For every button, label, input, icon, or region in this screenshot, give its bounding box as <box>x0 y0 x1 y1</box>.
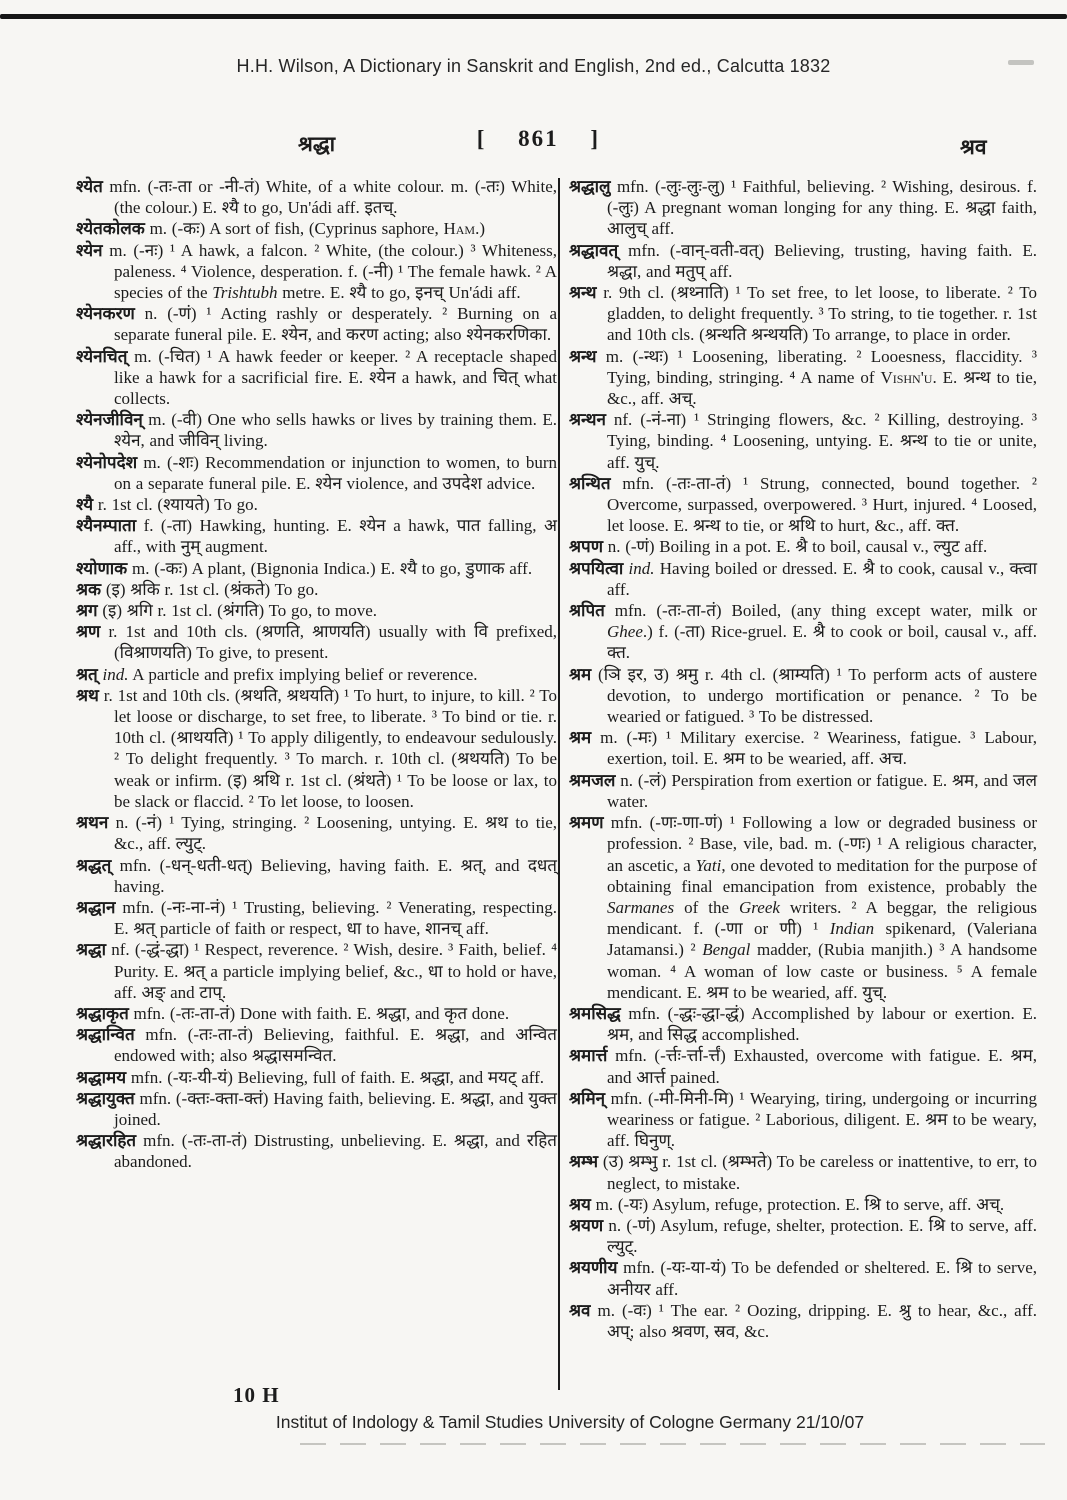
entry-text-run: n. (-णं) ¹ Acting rashly or desperately. ² Burning on a separate funeral pile. E. श्येन, and करण acting; also श्येनकरणिका. <box>114 304 557 345</box>
entry-text-run: .) <box>475 219 486 239</box>
entry-text-run: mfn. (-लुः-लुः-लु) ¹ Faithful, believing. ² Wishing, desirous. f. (-लुः) A pregnant woman longing for any thing. E. श्रद्धा faith, आलुच् aff. <box>607 177 1037 239</box>
entry-headword: श्रद्धाकृत <box>76 1003 129 1023</box>
entry-headword: श्रमजल <box>569 770 616 790</box>
entry-headword: श्रद्धा <box>76 940 107 960</box>
dictionary-entry <box>76 1024 557 1066</box>
entry-text-run: .) f. (-ता) Rice-gruel. E. श्रै to cook or boil, causal v., aff. क्त. <box>607 622 1037 663</box>
dictionary-entry <box>76 939 557 1003</box>
dictionary-column-left <box>76 176 557 1173</box>
entry-text-run: Sarmanes <box>607 897 675 917</box>
entry-text-run: mfn. (-तः-ता-तं) Done with faith. E. श्रद्धा, and कृत done. <box>128 1003 510 1023</box>
dictionary-entry <box>569 812 1037 1003</box>
footer-rule-artifact <box>300 1443 1045 1445</box>
running-head-right-word: श्रव <box>960 135 987 159</box>
entry-text-run: mfn. (-यः-या-यं) To be defended or sheltered. E. श्रि to serve, अनीयर aff. <box>607 1258 1037 1299</box>
entry-text-run: of the <box>674 897 740 917</box>
dictionary-entry <box>569 1194 1037 1215</box>
dictionary-entry <box>76 452 557 494</box>
dictionary-entry <box>76 685 557 812</box>
scan-top-edge-artifact <box>0 14 1067 19</box>
entry-text-run: Bengal <box>702 940 751 960</box>
column-divider-rule <box>558 178 560 1390</box>
entry-text-run: n. (-णं) Boiling in a pot. E. श्रै to boil, causal v., ल्युट aff. <box>602 537 988 557</box>
entry-headword: श्येनकरण <box>76 304 135 324</box>
entry-text-run: m. (-नः) ¹ A hawk, a falcon. ² White, (the colour.) ³ Whiteness, paleness. ⁴ Violence, desperation. f. (-नी) ¹ The female hawk. ² A species of the <box>102 240 557 303</box>
entry-headword: श्रद्धान्वित <box>76 1025 135 1045</box>
dictionary-entry <box>569 1215 1037 1257</box>
dictionary-entry <box>569 1257 1037 1299</box>
dictionary-entry <box>76 240 557 304</box>
entry-text-run: mfn. (-तः-ता-तं) Believing, faithful. E. श्रद्धा, and अन्वित endowed with; also श्रद्धासमन्वित. <box>114 1025 557 1066</box>
dictionary-entry <box>76 218 557 239</box>
entry-headword: श्रम्भ <box>569 1152 599 1172</box>
entry-text-run: m. (-कः) A sort of fish, (Cyprinus saphore, <box>144 219 444 239</box>
entry-headword: श्रम <box>569 664 592 684</box>
entry-text-run: Trishtubh <box>212 283 278 303</box>
entry-headword: श्येनचित् <box>76 346 128 366</box>
dictionary-entry <box>569 664 1037 728</box>
dictionary-entry <box>569 1300 1037 1342</box>
dictionary-entry <box>76 409 557 451</box>
entry-text-run: m. (-वः) ¹ The ear. ² Oozing, dripping. E. श्रु to hear, &c., aff. अप्; also श्रवण, स्रव, &c. <box>590 1300 1037 1341</box>
entry-text-run: r. 1st cl. (श्यायते) To go. <box>93 495 258 515</box>
entry-text-run: ind. <box>97 664 129 684</box>
entry-text-run: Greek <box>739 897 780 917</box>
entry-text-run: (इ) श्रगि r. 1st cl. (श्रंगति) To go, to move. <box>97 601 378 621</box>
page-number: [ 861 ] <box>476 126 601 151</box>
entry-text-run: mfn. (-तः-ता-तं) ¹ Strung, connected, bound together. ² Overcome, surpassed, overpowered. ³ Hurt, injured. ⁴ Loosed, let loose. E. श्रन्थ to tie, or श्रथि to hurt, &c., aff. क्त. <box>607 473 1037 536</box>
entry-text-run: Yati <box>695 855 722 875</box>
entry-text-run: mfn. (-द्धः-द्धा-द्धं) Accomplished by labour or exertion. E. श्रम, and सिद्ध accomplished. <box>607 1003 1037 1045</box>
entry-text-run: mfn. (-नः-ना-नं) ¹ Trusting, believing. ² Venerating, respecting. E. श्रत् particle of faith or respect, धा to have, शानच् aff. <box>114 897 557 939</box>
dictionary-entry <box>76 1003 557 1024</box>
entry-text-run: m. (-कः) A plant, (Bignonia Indica.) E. श्यै to go, डुणाक aff. <box>127 558 533 578</box>
entry-headword: श्रमार्त्त <box>569 1046 608 1066</box>
entry-headword: श्रक <box>76 579 102 599</box>
dictionary-entry <box>76 897 557 939</box>
dictionary-entry <box>76 812 557 854</box>
dictionary-entry <box>76 1067 557 1088</box>
entry-text-run: m. (-शः) Recommendation or injunction to women, to burn on a separate funeral pile. E. श्येन violence, and उपदेश advice. <box>114 452 557 493</box>
entry-text-run: mfn. (-धन्-धती-धत्) Believing, having faith. E. श्रत्, and दधत् having. <box>111 855 557 896</box>
entry-text-run: n. (-नं) ¹ Tying, stringing. ² Loosening, untying. E. श्रथ to tie, &c., aff. ल्युट्. <box>108 813 557 854</box>
entry-headword: श्रद्धारहित <box>76 1131 137 1151</box>
entry-text-run: f. (-ता) Hawking, hunting. E. श्येन a hawk, पात falling, अ aff., with नुम् augment. <box>114 516 557 557</box>
entry-text-run: spikenard, (Valeriana Jatamansi.) ² <box>607 919 1037 960</box>
dictionary-entry <box>76 303 557 345</box>
dictionary-entry <box>569 536 1037 557</box>
entry-text-run: (इ) श्रकि r. 1st cl. (श्रंकते) To go. <box>101 579 319 599</box>
entry-headword: श्रद्धालु <box>569 177 611 196</box>
entry-text-run: mfn. (-तः-ता-तं) Boiled, (any thing except water, milk or <box>604 601 1037 621</box>
entry-headword: श्रथन <box>76 813 109 833</box>
entry-headword: श्रत् <box>76 664 98 684</box>
entry-text-run: . E. श्रन्थ to tie, &c., aff. अच्. <box>607 367 1037 409</box>
entry-headword: श्रमण <box>569 813 604 833</box>
dictionary-entry <box>76 855 557 897</box>
entry-text-run: (ञि इर, उ) श्रमु r. 4th cl. (श्राम्यति) ¹ To perform acts of austere devotion, to undergo mortification or penance. ² To be wearied or fatigued. ³ To be distressed. <box>591 664 1037 727</box>
entry-headword: श्यैनम्पाता <box>76 516 137 536</box>
entry-text-run: , one devoted to meditation for the purpose of obtaining final emancipation from existence, probably the <box>607 855 1037 896</box>
entry-text-run: n. (-लं) Perspiration from exertion or fatigue. E. श्रम, and जल water. <box>607 770 1037 811</box>
entry-headword: श्रद्धत् <box>76 855 112 875</box>
entry-headword: श्योणाक <box>76 558 128 578</box>
entry-text-run: Indian <box>829 919 875 939</box>
dictionary-entry <box>76 558 557 579</box>
running-head-left-word: श्रद्धा <box>298 132 336 156</box>
dictionary-entry <box>76 579 557 600</box>
dictionary-entry <box>569 1088 1037 1152</box>
entry-headword: श्रय <box>569 1194 591 1214</box>
dictionary-entry <box>569 282 1037 346</box>
dictionary-entry <box>569 600 1037 664</box>
dictionary-entry <box>76 494 557 515</box>
entry-text-run: n. (-णं) Asylum, refuge, shelter, protection. E. श्रि to serve, aff. ल्युट्. <box>603 1215 1037 1257</box>
entry-headword: श्येन <box>76 240 103 260</box>
entry-text-run: m. (-यः) Asylum, refuge, protection. E. श्रि to serve, aff. अच्. <box>590 1194 1005 1214</box>
entry-headword: श्रयण <box>569 1215 604 1235</box>
dictionary-entry <box>569 473 1037 537</box>
entry-headword: श्येतकोलक <box>76 219 145 239</box>
dictionary-entry <box>569 558 1037 600</box>
bibliographic-header: H.H. Wilson, A Dictionary in Sanskrit and English, 2nd ed., Calcutta 1832 <box>236 56 831 76</box>
dictionary-entry <box>76 176 557 218</box>
dictionary-entry <box>76 600 557 621</box>
entry-text-run: m. (-मः) ¹ Military exercise. ² Weariness, fatigue. ³ Labour, exertion, toil. E. श्रम to be wearied, aff. अच. <box>591 728 1037 769</box>
entry-headword: श्रमसिद्ध <box>569 1003 621 1023</box>
entry-text-run: mfn. (-णः-णा-णं) ¹ Following a low or degraded business or profession. ² Base, vile, bad. m. (-णः) ¹ A religious character, an ascetic, a <box>603 813 1037 875</box>
printer-signature: 10 H <box>233 1383 280 1407</box>
dictionary-entry <box>569 727 1037 769</box>
entry-text-run: mfn. (-क्तः-क्ता-क्तं) Having faith, believing. E. श्रद्धा, and युक्त joined. <box>114 1088 557 1129</box>
entry-text-run: mfn. (-यः-यी-यं) Believing, full of faith. E. श्रद्धा, and मयट् aff. <box>126 1067 545 1087</box>
entry-text-run: mfn. (-तः-ता or -नी-तं) White, of a white colour. m. (-तः) White, (the colour.) E. श्यै to go, Un'ádi aff. इतच्. <box>102 177 557 218</box>
entry-headword: श्यै <box>76 495 94 515</box>
entry-text-run: mfn. (-वान्-वती-वत्) Believing, trusting, having faith. E. श्रद्धा, and मतुप् aff. <box>607 240 1037 281</box>
entry-text-run: mfn. (-तः-ता-तं) Distrusting, unbelieving. E. श्रद्धा, and रहित abandoned. <box>114 1131 557 1172</box>
entry-text-run: Ham <box>443 219 476 239</box>
entry-text-run: m. (-न्थः) ¹ Loosening, liberating. ² Looesness, flaccidity. ³ Tying, binding, stringing. ⁴ A name of <box>596 346 1037 387</box>
entry-headword: श्रद्धामय <box>76 1067 127 1087</box>
entry-headword: श्रण <box>76 622 101 642</box>
dictionary-entry <box>569 1003 1037 1045</box>
entry-text-run: (उ) श्रम्भु r. 1st cl. (श्रम्भते) To be careless or inattentive, to err, to neglect, to mistake. <box>598 1152 1037 1193</box>
entry-text-run: r. 9th cl. (श्रथ्नाति) ¹ To set free, to let loose, to liberate. ² To gladden, to delight frequently. ³ To string, to tie together. r. 1st and 10th cls. (श्रन्थति श्रन्थयति) To arrange, to place in order. <box>596 283 1037 345</box>
entry-text-run: mfn. (-मी-मिनी-मि) ¹ Wearying, tiring, undergoing or incurring weariness or fatigue. ² Laborious, diligent. E. श्रम to be weary, aff. घिनुण्. <box>605 1088 1037 1151</box>
dictionary-entry <box>569 770 1037 812</box>
entry-text-run: nf. (-नं-ना) ¹ Stringing flowers, &c. ² Killing, destroying. ³ Tying, binding. ⁴ Loosening, untying. E. श्रन्थ to tie or unite, aff. युच्. <box>605 410 1037 472</box>
entry-headword: श्रन्थ <box>569 346 597 366</box>
dictionary-entry <box>569 409 1037 473</box>
dictionary-entry <box>569 176 1037 240</box>
dictionary-entry <box>76 1130 557 1172</box>
entry-headword: श्रव <box>569 1300 591 1320</box>
dictionary-entry <box>76 1088 557 1130</box>
entry-headword: श्रम <box>569 728 592 748</box>
dictionary-entry <box>569 346 1037 410</box>
scan-attribution-footer: Institut of Indology & Tamil Studies University of Cologne Germany 21/10/07 <box>275 1412 865 1432</box>
entry-headword: श्रमिन् <box>569 1088 606 1108</box>
entry-headword: श्रन्थित <box>569 473 611 493</box>
entry-text-run: Ghee <box>607 622 643 642</box>
entry-text-run: nf. (-द्धं-द्धा) ¹ Respect, reverence. ² Wish, desire. ³ Faith, belief. ⁴ Purity. E. श्रत् a particle implying belief, &c., धा to hold or have, aff. अङ् and टाप्. <box>106 940 557 1002</box>
entry-headword: श्रद्धावत् <box>569 240 619 260</box>
dictionary-entry <box>76 664 557 685</box>
entry-headword: श्रथ <box>76 685 99 705</box>
entry-text-run: m. (-वी) One who sells hawks or lives by training them. E. श्येन, and जीविन् living. <box>114 410 557 451</box>
entry-headword: श्रग <box>76 601 98 621</box>
entry-text-run: m. (-चित) ¹ A hawk feeder or keeper. ² A receptacle shaped like a hawk for a sacrificial fire. E. श्येन a hawk, and चित् what collects. <box>114 346 557 409</box>
entry-headword: श्रपयित्वा <box>569 558 624 578</box>
entry-headword: श्रन्थन <box>569 410 606 430</box>
entry-text-run: r. 1st and 10th cls. (श्रणति, श्राणयति) usually with वि prefixed, (विश्राणयति) To give, to present. <box>100 622 557 663</box>
dictionary-entry <box>76 346 557 410</box>
entry-headword: श्रद्धान <box>76 897 116 917</box>
dictionary-entry <box>569 240 1037 282</box>
entry-text-run: ind. <box>623 558 655 578</box>
entry-text-run: mfn. (-र्त्तः-र्त्ता-र्त्तं) Exhausted, overcome with fatigue. E. श्रम, and आर्त्त pained. <box>607 1046 1037 1087</box>
entry-headword: श्रपित <box>569 601 605 621</box>
entry-headword: श्येनजीविन् <box>76 410 143 430</box>
dictionary-entry <box>569 1151 1037 1193</box>
entry-headword: श्येनोपदेश <box>76 452 138 472</box>
dictionary-entry <box>569 1045 1037 1087</box>
entry-headword: श्रन्थ <box>569 283 597 303</box>
dictionary-column-right <box>569 176 1037 1342</box>
entry-headword: श्रयणीय <box>569 1258 618 1278</box>
entry-headword: श्रद्धायुक्त <box>76 1088 135 1108</box>
dictionary-entry <box>76 621 557 663</box>
entry-text-run: Having boiled or dressed. E. श्रै to cook, causal v., क्त्वा aff. <box>607 558 1037 599</box>
dictionary-entry <box>76 515 557 557</box>
entry-text-run: madder, (Rubia manjith.) ³ A handsome woman. ⁴ A woman of low caste or business. ⁵ A female mendicant. E. श्रम to be wearied, aff. युच्. <box>607 940 1038 1002</box>
entry-text-run: writers. ² A beggar, the religious mendicant. f. (-णा or णी) ¹ <box>607 897 1037 939</box>
entry-headword: श्रपण <box>569 537 603 557</box>
entry-headword: श्येत <box>76 177 103 196</box>
entry-text-run: Vishn'u <box>880 367 933 387</box>
entry-text-run: r. 1st and 10th cls. (श्रथति, श्रथयति) ¹ To hurt, to injure, to kill. ² To let loose or discharge, to set free, to liberate. ³ To bind or tie. r. 10th cl. (श्राथयति) ¹ To apply diligently, to endeavour sedulously. ² To delight frequently. ³ To march. r. 10th cl. (श्रथयति) To be weak or infirm. (इ) श्रथि r. 1st cl. (श्रंथते) ¹ To be loose or lax, to be slack or flaccid. ² To let loose, to loosen. <box>98 685 557 811</box>
entry-text-run: metre. E. श्यै to go, इनच् Un'ádi aff. <box>277 283 521 303</box>
entry-text-run: A particle and prefix implying belief or reverence. <box>128 664 478 684</box>
